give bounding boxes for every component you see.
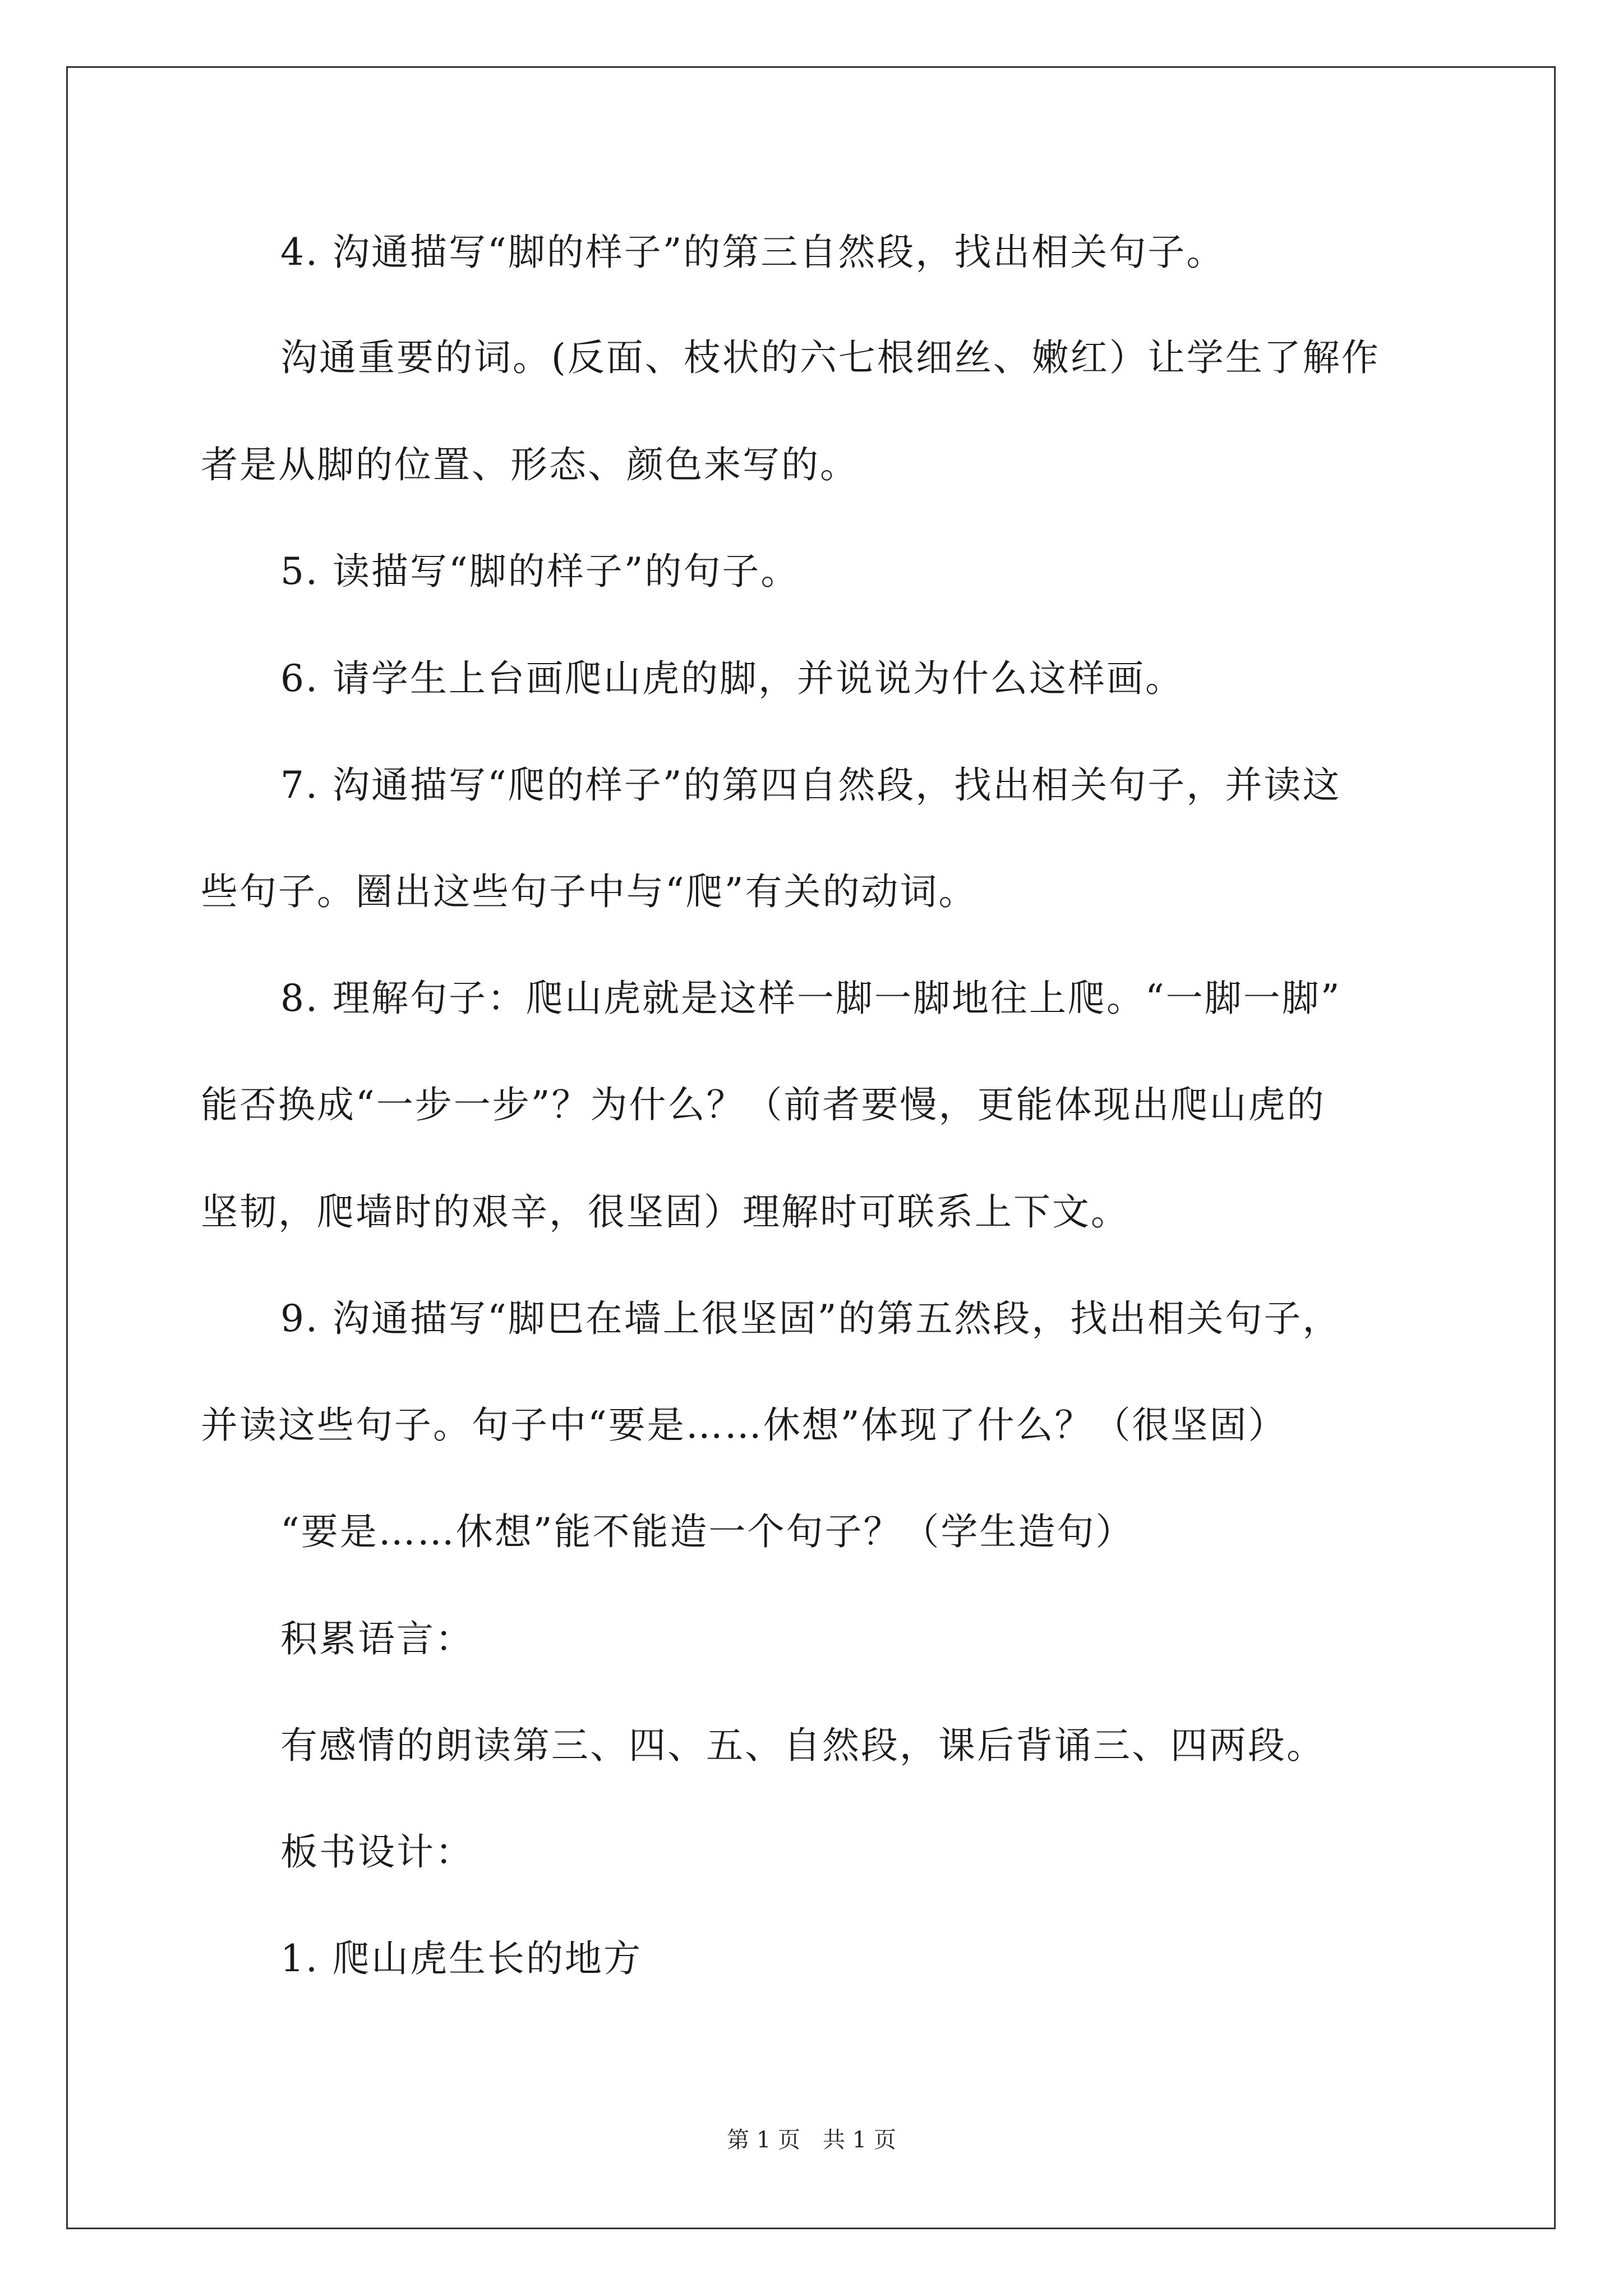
- text-line-9: 能否换成“一步一步”？为什么？（前者要慢，更能体现出爬山虎的: [201, 1083, 1326, 1126]
- text-line-5: 6. 请学生上台画爬山虎的脚，并说说为什么这样画。: [280, 657, 1184, 700]
- text-line-7: 些句子。圈出这些句子中与“爬”有关的动词。: [201, 870, 978, 913]
- text-line-3: 者是从脚的位置、形态、颜色来写的。: [201, 443, 859, 486]
- text-line-12: 并读这些句子。句子中“要是……休想”体现了什么？（很坚固）: [201, 1404, 1287, 1447]
- page-footer: 第 1 页 共 1 页: [727, 2127, 896, 2153]
- text-line-1: 4. 沟通描写“脚的样子”的第三自然段，找出相关句子。: [280, 231, 1225, 274]
- text-line-15: 有感情的朗读第三、四、五、自然段，课后背诵三、四两段。: [280, 1724, 1325, 1767]
- text-line-11: 9. 沟通描写“脚巴在墙上很坚固”的第五然段，找出相关句子，: [280, 1297, 1341, 1340]
- text-line-10: 坚韧，爬墙时的艰辛，很坚固）理解时可联系上下文。: [201, 1190, 1129, 1234]
- text-line-16: 板书设计：: [280, 1830, 474, 1874]
- text-line-2: 沟通重要的词。(反面、枝状的六七根细丝、嫩红）让学生了解作: [280, 336, 1380, 379]
- text-line-6: 7. 沟通描写“爬的样子”的第四自然段，找出相关句子，并读这: [280, 763, 1341, 807]
- text-line-8: 8. 理解句子：爬山虎就是这样一脚一脚地往上爬。“一脚一脚”: [280, 977, 1341, 1020]
- text-line-4: 5. 读描写“脚的样子”的句子。: [280, 550, 800, 593]
- text-line-17: 1. 爬山虎生长的地方: [280, 1937, 642, 1980]
- text-line-14: 积累语言：: [280, 1617, 474, 1660]
- page-border: [66, 66, 1556, 2229]
- text-line-13: “要是……休想”能不能造一个句子？（学生造句）: [280, 1510, 1135, 1553]
